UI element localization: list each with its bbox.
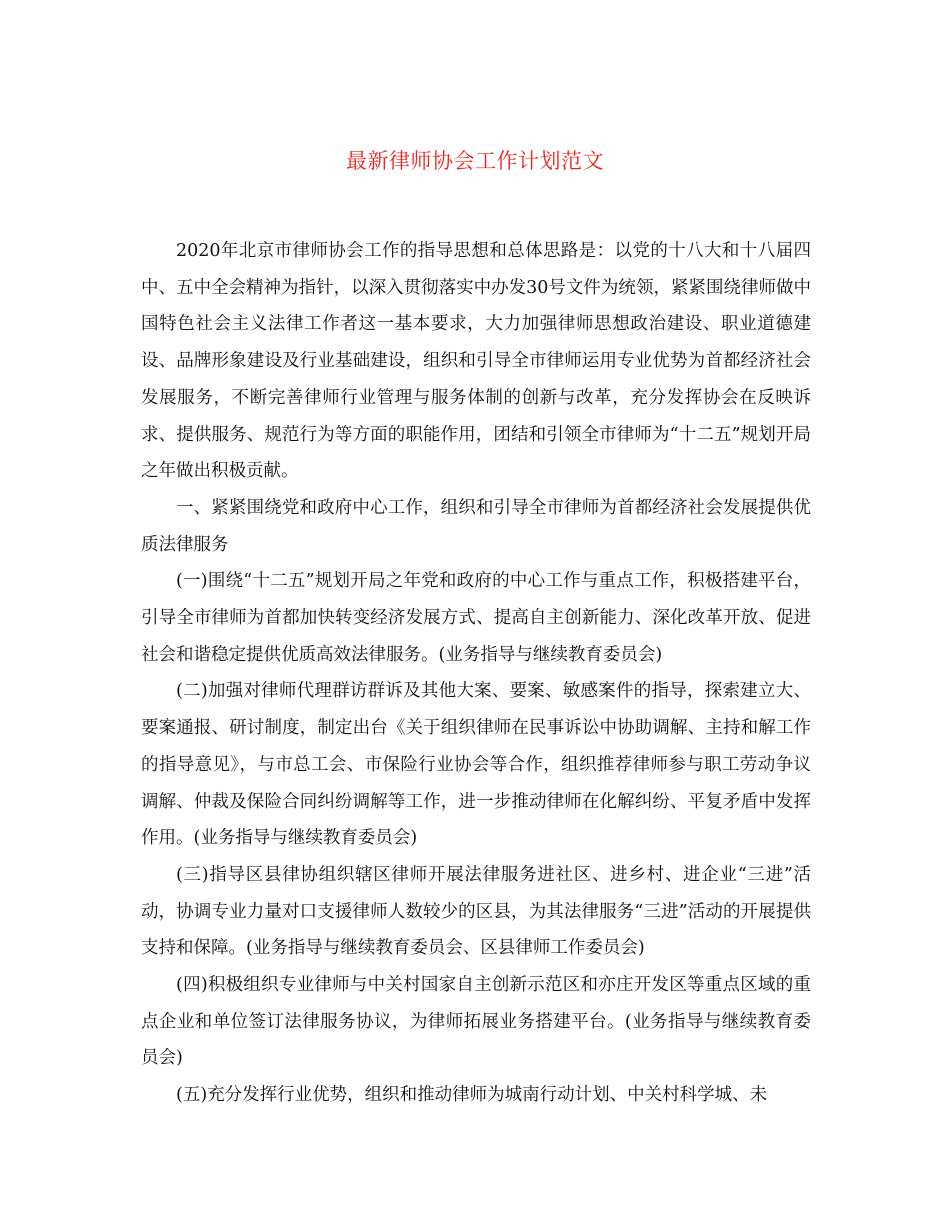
paragraph-item-3: (三)指导区县律协组织辖区律师开展法律服务进社区、进乡村、进企业“三进”活动，协调专业力量对口支援律师人数较少的区县，为其法律服务“三进”活动的开展提供支持和保障。(业务指导与继续教育委员会、区县律师工作委员会) [141, 864, 811, 959]
paragraph-section-1-heading: 一、紧紧围绕党和政府中心工作，组织和引导全市律师为首都经济社会发展提供优质法律服务 [141, 497, 811, 555]
paragraph-item-2: (二)加强对律师代理群访群诉及其他大案、要案、敏感案件的指导，探索建立大、要案通报、研讨制度，制定出台《关于组织律师在民事诉讼中协助调解、主持和解工作的指导意见》，与市总工会、市保险行业协会等合作，组织推荐律师参与职工劳动争议调解、仲裁及保险合同纠纷调解等工作，进一步推动律师在化解纠纷、平复矛盾中发挥作用。(业务指导与继续教育委员会) [141, 681, 811, 849]
document-body [141, 233, 811, 1114]
paragraph-item-1: (一)围绕“十二五”规划开局之年党和政府的中心工作与重点工作，积极搭建平台，引导全市律师为首都加快转变经济发展方式、提高自主创新能力、深化改革开放、促进社会和谐稳定提供优质高效法律服务。(业务指导与继续教育委员会) [141, 571, 811, 665]
paragraph-item-4: (四)积极组织专业律师与中关村国家自主创新示范区和亦庄开发区等重点区域的重点企业和单位签订法律服务协议，为律师拓展业务搭建平台。(业务指导与继续教育委员会) [141, 975, 811, 1069]
paragraph-intro: 2020年北京市律师协会工作的指导思想和总体思路是：以党的十八大和十八届四中、五中全会精神为指针，以深入贯彻落实中办发30号文件为统领，紧紧围绕律师做中国特色社会主义法律工作者这一基本要求，大力加强律师思想政治建设、职业道德建设、品牌形象建设及行业基础建设，组织和引导全市律师运用专业优势为首都经济社会发展服务，不断完善律师行业管理与服务体制的创新与改革，充分发挥协会在反映诉求、提供服务、规范行为等方面的职能作用，团结和引领全市律师为“十二五”规划开局之年做出积极贡献。 [141, 241, 811, 482]
document-title: 最新律师协会工作计划范文 [346, 149, 604, 173]
paragraph-item-5: (五)充分发挥行业优势，组织和推动律师为城南行动计划、中关村科学城、未 [176, 1085, 768, 1106]
